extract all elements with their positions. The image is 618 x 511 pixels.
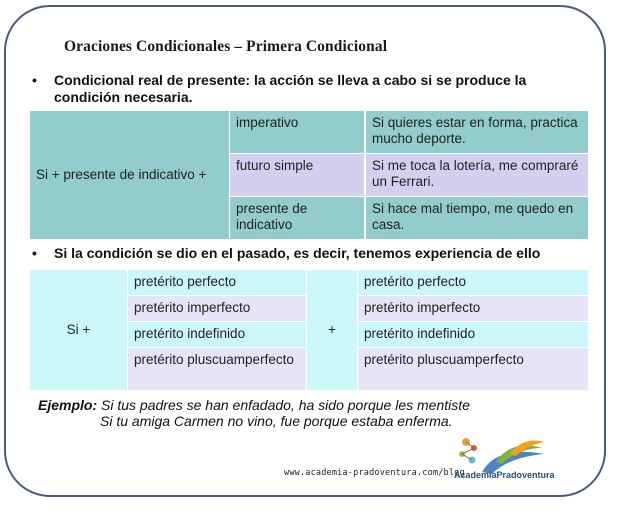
table1-tense-cell: presente de indicativo bbox=[230, 197, 364, 239]
table2-right-tense: pretérito indefinido bbox=[358, 322, 588, 347]
table2-left-tense: pretérito imperfecto bbox=[128, 296, 306, 321]
table2-right-tense: pretérito perfecto bbox=[358, 270, 588, 295]
example-label: Ejemplo: bbox=[38, 397, 98, 413]
table1-tense-cell: futuro simple bbox=[230, 154, 364, 196]
table2-right-tense: pretérito pluscuamperfecto bbox=[358, 348, 588, 390]
table1-example-cell: Si quieres estar en forma, practica mucho deporte. bbox=[366, 111, 588, 153]
table2-plus-cell bbox=[307, 270, 357, 390]
table2-left-tense: pretérito indefinido bbox=[128, 322, 306, 347]
page-title: Oraciones Condicionales – Primera Condicional bbox=[64, 38, 388, 55]
blog-url[interactable]: www.academia-pradoventura.com/blog bbox=[284, 468, 465, 478]
plus-sign: + bbox=[328, 322, 336, 337]
example-line-1 bbox=[38, 397, 470, 414]
bullet-icon: • bbox=[32, 245, 37, 261]
table1-example-cell: Si me toca la lotería, me compraré un Ferrari. bbox=[366, 154, 588, 196]
condition-label: Si + bbox=[66, 322, 91, 337]
section1-text: Condicional real de presente: la acción se lleva a cabo si se produce la condición necesaria. bbox=[54, 72, 527, 105]
example-sentence-1: Si tus padres se han enfadado, ha sido porque les mentiste bbox=[97, 397, 470, 413]
table1-example-cell: Si hace mal tiempo, me quedo en casa. bbox=[366, 197, 588, 239]
section2-text: Si la condición se dio en el pasado, es decir, tenemos experiencia de ello bbox=[54, 245, 541, 261]
condition-label: Si + presente de indicativo + bbox=[36, 167, 207, 182]
table2-right-tense: pretérito imperfecto bbox=[358, 296, 588, 321]
table1-condition-cell bbox=[30, 111, 229, 239]
logo-text: AcademiaPradoventura bbox=[454, 470, 555, 480]
table1-tense-cell: imperativo bbox=[230, 111, 364, 153]
example-sentence-2: Si tu amiga Carmen no vino, fue porque estaba enferma. bbox=[100, 413, 453, 429]
section2-heading bbox=[32, 245, 592, 265]
table2-left-tense: pretérito perfecto bbox=[128, 270, 306, 295]
bullet-icon: • bbox=[32, 72, 37, 88]
table2-left-tense: pretérito pluscuamperfecto bbox=[128, 348, 306, 390]
table2-condition-cell bbox=[30, 270, 127, 390]
section1-heading bbox=[32, 72, 572, 108]
